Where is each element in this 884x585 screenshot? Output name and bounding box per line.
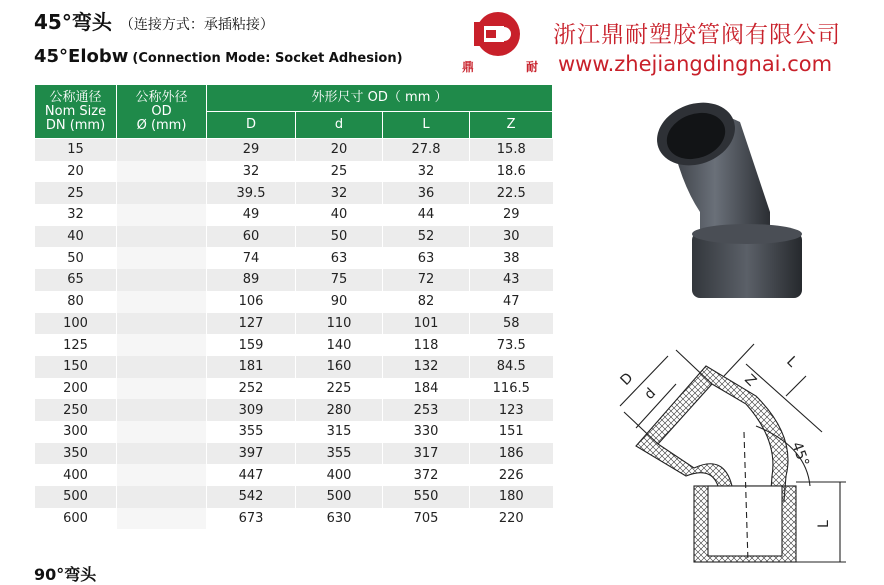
logo-char-left: 鼎 (462, 60, 475, 74)
cell-Z: 116.5 (470, 378, 553, 400)
cell-dn: 400 (35, 464, 117, 486)
table-row (35, 313, 553, 335)
cell-D: 252 (207, 378, 296, 400)
cell-od (117, 508, 207, 530)
cell-Z: 123 (470, 399, 553, 421)
dim-label-angle: 45° (788, 439, 812, 469)
table-row (35, 421, 553, 443)
cell-d: 75 (296, 269, 383, 291)
cell-D: 673 (207, 508, 296, 530)
cell-dn: 15 (35, 139, 117, 161)
col-od-unit: Ø (mm) (136, 117, 187, 133)
cell-od (117, 269, 207, 291)
cell-D: 29 (207, 139, 296, 161)
cell-D: 181 (207, 356, 296, 378)
cell-od (117, 399, 207, 421)
title-en: 45°Elobw (34, 46, 129, 67)
cell-D: 106 (207, 291, 296, 313)
cell-dn: 250 (35, 399, 117, 421)
cell-d: 63 (296, 247, 383, 269)
cell-od (117, 247, 207, 269)
col-dn-en: Nom Size (44, 103, 107, 119)
cell-od (117, 161, 207, 183)
title-cn-sub: （连接方式：承插粘接） (119, 17, 274, 33)
page-title-cn (34, 6, 274, 35)
dim-label-d: d (641, 385, 660, 403)
cell-d: 50 (296, 226, 383, 248)
table-row (35, 399, 553, 421)
table-row (35, 356, 553, 378)
spec-table (34, 84, 553, 529)
cell-od (117, 139, 207, 161)
col-header-D: D (207, 112, 296, 139)
table-row (35, 247, 553, 269)
cell-Z: 151 (470, 421, 553, 443)
cell-dn: 125 (35, 334, 117, 356)
table-row (35, 508, 553, 530)
cell-L: 253 (383, 399, 470, 421)
cell-dn: 350 (35, 443, 117, 465)
cell-d: 355 (296, 443, 383, 465)
cell-d: 90 (296, 291, 383, 313)
next-section-title: 90°弯头 (34, 565, 97, 584)
cell-dn: 40 (35, 226, 117, 248)
company-name: 浙江鼎耐塑胶管阀有限公司 (553, 22, 841, 48)
cell-Z: 47 (470, 291, 553, 313)
cell-Z: 18.6 (470, 161, 553, 183)
cell-L: 317 (383, 443, 470, 465)
cell-D: 89 (207, 269, 296, 291)
table-row (35, 182, 553, 204)
dim-label-L-top: L (783, 353, 801, 371)
cell-od (117, 486, 207, 508)
cell-dn: 65 (35, 269, 117, 291)
cell-d: 315 (296, 421, 383, 443)
cell-Z: 30 (470, 226, 553, 248)
cell-dn: 500 (35, 486, 117, 508)
company-website: www.zhejiangdingnai.com (558, 52, 833, 76)
cell-D: 447 (207, 464, 296, 486)
cell-d: 280 (296, 399, 383, 421)
cell-Z: 73.5 (470, 334, 553, 356)
cell-D: 39.5 (207, 182, 296, 204)
cell-L: 44 (383, 204, 470, 226)
cell-L: 184 (383, 378, 470, 400)
col-header-dimensions: 外形尺寸 OD（ mm ） (207, 85, 553, 112)
cell-d: 20 (296, 139, 383, 161)
cell-d: 500 (296, 486, 383, 508)
col-dn-unit: DN (mm) (45, 117, 106, 133)
cell-L: 101 (383, 313, 470, 335)
cell-od (117, 421, 207, 443)
col-dn-cn: 公称通径 (49, 89, 102, 105)
cell-Z: 84.5 (470, 356, 553, 378)
col-od-cn: 公称外径 (135, 89, 188, 105)
cell-D: 49 (207, 204, 296, 226)
title-en-sub: (Connection Mode: Socket Adhesion) (132, 51, 403, 66)
cell-dn: 100 (35, 313, 117, 335)
cell-L: 372 (383, 464, 470, 486)
cell-D: 127 (207, 313, 296, 335)
cell-d: 225 (296, 378, 383, 400)
cell-Z: 186 (470, 443, 553, 465)
cell-Z: 58 (470, 313, 553, 335)
cell-d: 160 (296, 356, 383, 378)
table-row (35, 204, 553, 226)
col-header-od (117, 85, 207, 139)
cell-L: 36 (383, 182, 470, 204)
title-cn: 45°弯头 (34, 10, 112, 34)
cell-od (117, 226, 207, 248)
cell-D: 355 (207, 421, 296, 443)
cell-d: 32 (296, 182, 383, 204)
table-row (35, 378, 553, 400)
cell-Z: 29 (470, 204, 553, 226)
cell-dn: 200 (35, 378, 117, 400)
cell-od (117, 313, 207, 335)
cell-dn: 80 (35, 291, 117, 313)
cell-L: 132 (383, 356, 470, 378)
dim-label-Z: Z (741, 371, 760, 390)
elbow-dimension-drawing (596, 336, 878, 568)
cell-D: 60 (207, 226, 296, 248)
table-row (35, 443, 553, 465)
cell-d: 140 (296, 334, 383, 356)
cell-L: 118 (383, 334, 470, 356)
cell-d: 400 (296, 464, 383, 486)
elbow-photo (640, 92, 820, 312)
table-row (35, 269, 553, 291)
cell-L: 32 (383, 161, 470, 183)
cell-od (117, 356, 207, 378)
cell-Z: 180 (470, 486, 553, 508)
dim-label-L-side: L (816, 520, 832, 528)
cell-D: 32 (207, 161, 296, 183)
cell-Z: 43 (470, 269, 553, 291)
table-row (35, 139, 553, 161)
cell-od (117, 378, 207, 400)
spec-table-body (35, 139, 553, 530)
cell-D: 159 (207, 334, 296, 356)
table-row (35, 486, 553, 508)
table-row (35, 161, 553, 183)
table-row (35, 334, 553, 356)
col-od-en: OD (151, 103, 172, 119)
table-row (35, 291, 553, 313)
cell-dn: 600 (35, 508, 117, 530)
cell-od (117, 182, 207, 204)
cell-Z: 22.5 (470, 182, 553, 204)
cell-D: 397 (207, 443, 296, 465)
cell-dn: 150 (35, 356, 117, 378)
cell-L: 330 (383, 421, 470, 443)
logo-characters (462, 58, 538, 75)
col-header-Z: Z (470, 112, 553, 139)
cell-dn: 300 (35, 421, 117, 443)
table-row (35, 226, 553, 248)
cell-dn: 25 (35, 182, 117, 204)
cell-L: 82 (383, 291, 470, 313)
cell-od (117, 334, 207, 356)
cell-Z: 226 (470, 464, 553, 486)
cell-D: 309 (207, 399, 296, 421)
cell-od (117, 291, 207, 313)
cell-D: 74 (207, 247, 296, 269)
table-row (35, 464, 553, 486)
cell-Z: 220 (470, 508, 553, 530)
cell-d: 630 (296, 508, 383, 530)
cell-L: 52 (383, 226, 470, 248)
cell-L: 705 (383, 508, 470, 530)
cell-d: 110 (296, 313, 383, 335)
cell-dn: 32 (35, 204, 117, 226)
col-header-L: L (383, 112, 470, 139)
col-header-dn (35, 85, 117, 139)
cell-L: 63 (383, 247, 470, 269)
cell-D: 542 (207, 486, 296, 508)
cell-od (117, 443, 207, 465)
cell-d: 40 (296, 204, 383, 226)
logo-char-right: 耐 (525, 60, 538, 74)
cell-d: 25 (296, 161, 383, 183)
dim-label-D: D (617, 369, 637, 389)
cell-L: 72 (383, 269, 470, 291)
cell-od (117, 464, 207, 486)
cell-L: 27.8 (383, 139, 470, 161)
cell-L: 550 (383, 486, 470, 508)
cell-Z: 15.8 (470, 139, 553, 161)
cell-dn: 50 (35, 247, 117, 269)
col-header-d: d (296, 112, 383, 139)
page-title-en (34, 46, 403, 67)
cell-dn: 20 (35, 161, 117, 183)
cell-od (117, 204, 207, 226)
cell-Z: 38 (470, 247, 553, 269)
